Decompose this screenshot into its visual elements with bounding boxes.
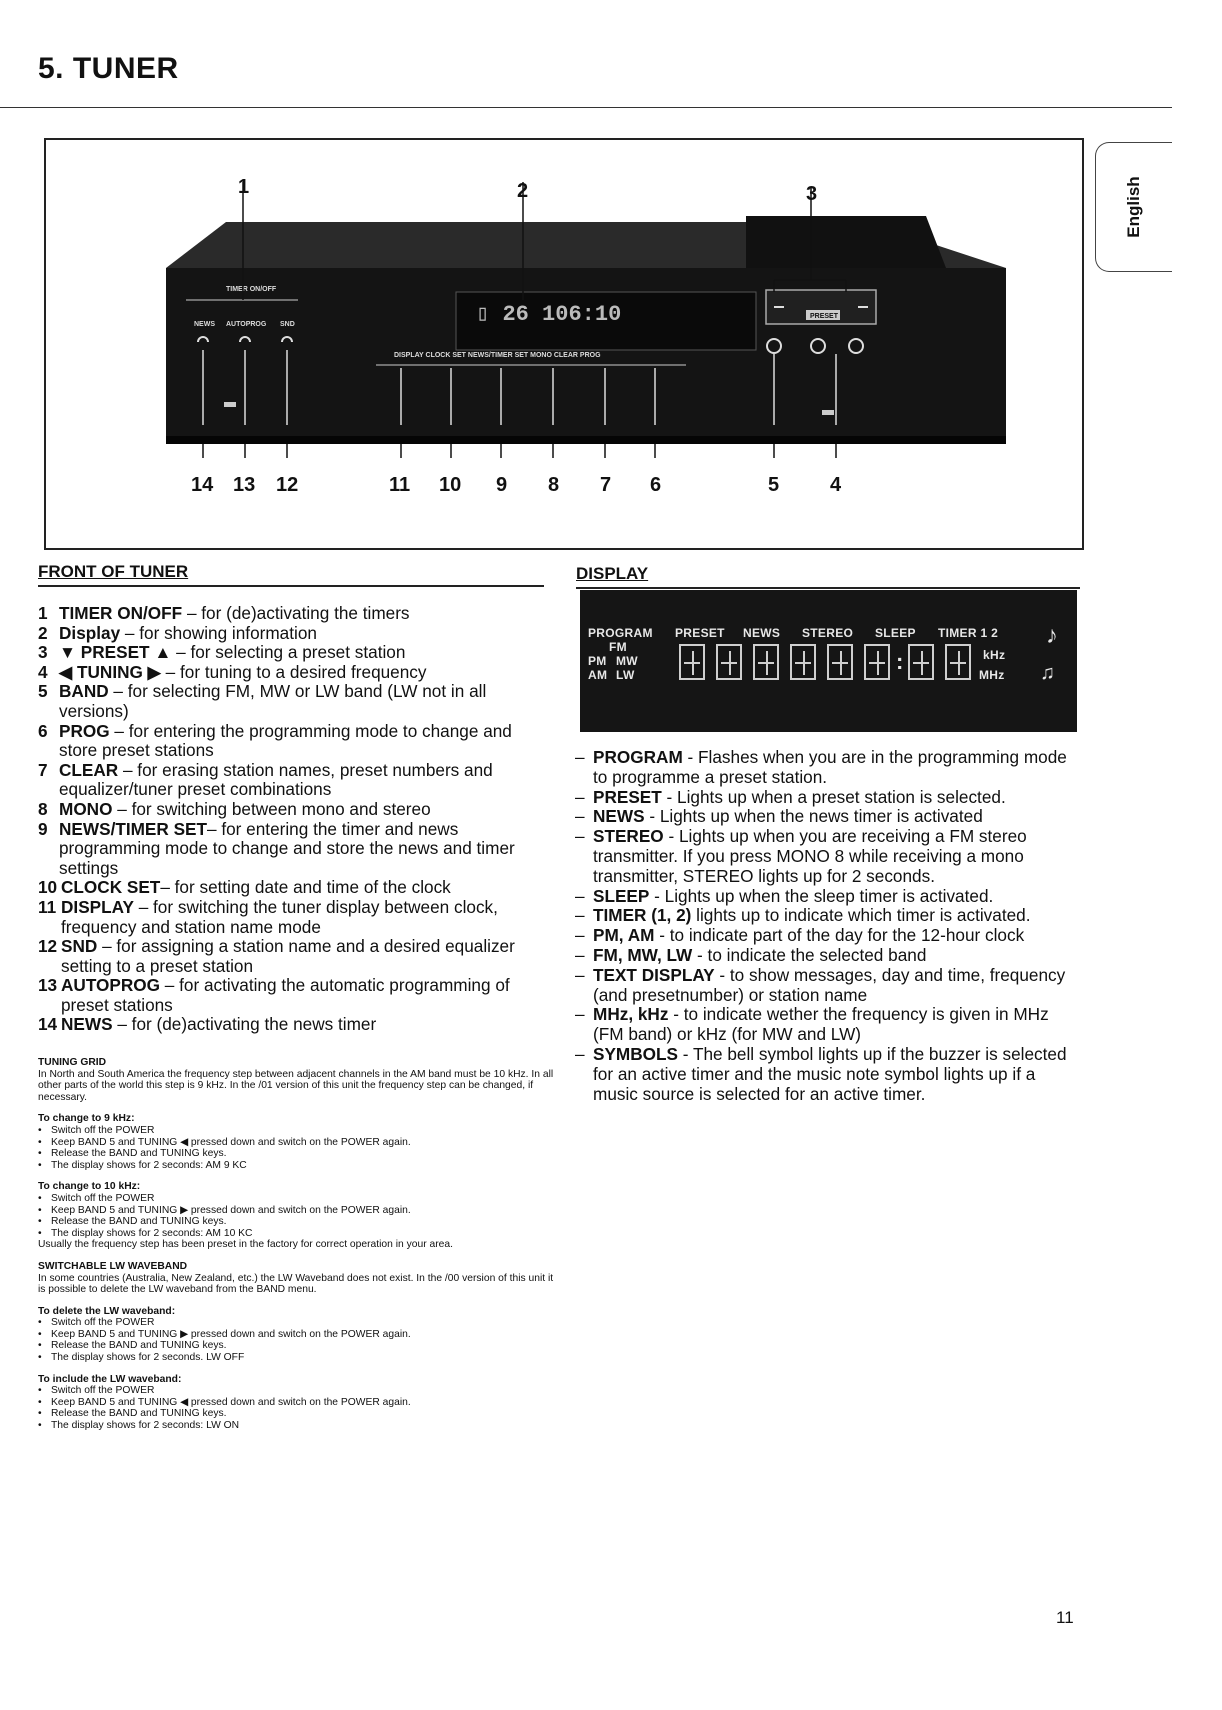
display-item: – PROGRAM - Flashes when you are in the programming mode to programme a preset station. [575,748,1075,788]
svg-text:PRESET: PRESET [810,313,839,320]
callout-1: 1 [238,176,250,198]
front-item: 13 AUTOPROG – for activating the automatic programming of preset stations [38,975,510,1015]
lcd-lw: LW [616,668,635,682]
to-10khz-note: Usually the frequency step has been preset in the factory for correct operation in your area. [38,1239,453,1251]
front-item: 2 Display – for showing information [38,622,317,643]
lcd-am: AM [588,668,608,682]
callout-4: 4 [830,474,842,496]
to-9khz-heading: To change to 9 kHz: [38,1113,135,1125]
front-heading: FRONT OF TUNER [38,562,189,581]
callout-11: 11 [389,474,411,496]
lw-include-step: • Release the BAND and TUNING keys. [38,1408,558,1420]
callout-10: 10 [439,474,462,496]
display-item: – FM, MW, LW - to indicate the selected band [575,946,1075,966]
lcd-timer: TIMER 1 2 [938,626,999,640]
lcd-program: PROGRAM [588,626,653,640]
callout-5: 5 [768,474,780,496]
lw-delete-step: • Switch off the POWER [38,1317,558,1329]
display-item: – TEXT DISPLAY - to show messages, day and time, frequency (and presetnumber) or station name [575,966,1075,1006]
music-note-icon: ♫ [1040,662,1055,684]
lw-include-step: • The display shows for 2 seconds: LW ON [38,1420,558,1432]
callout-3: 3 [806,183,818,205]
lcd-display-diagram [580,590,1077,732]
lcd-sleep: SLEEP [875,626,916,640]
to-9khz-step: • Switch off the POWER [38,1125,558,1137]
display-heading: DISPLAY [576,564,649,583]
lcd-fm: FM [609,640,627,654]
front-item: 10 CLOCK SET– for setting date and time of the clock [38,877,451,898]
lw-delete-step: • The display shows for 2 seconds. LW OFF [38,1352,558,1364]
display-item: – MHz, kHz - to indicate wether the frequency is given in MHz (FM band) or kHz (for MW and LW) [575,1005,1075,1045]
display-item: – PRESET - Lights up when a preset station is selected. [575,788,1075,808]
language-tab [1095,142,1172,272]
tuning-grid-text: In North and South America the frequency step between adjacent channels in the AM band must be 10 kHz. In all other parts of the world this step is 9 kHz. In the /01 version of this unit the frequency step can be changed, if necessary. [38,1068,554,1103]
display-item: – SLEEP - Lights up when the sleep timer is activated. [575,887,1075,907]
tuning-grid-heading: TUNING GRID [38,1057,107,1068]
front-item: 9 NEWS/TIMER SET– for entering the timer and news programming mode to change and store the news and timer settings [38,818,515,878]
callout-2: 2 [517,180,529,202]
svg-text:NEWS: NEWS [194,321,215,328]
front-item: 12 SND – for assigning a station name and a desired equalizer setting to a preset station [38,936,515,976]
to-10khz-step: • Release the BAND and TUNING keys. [38,1216,558,1228]
front-list [38,604,548,1035]
to-10khz-step: • The display shows for 2 seconds: AM 10 KC [38,1228,558,1240]
front-item: 5 BAND – for selecting FM, MW or LW band (LW not in all versions) [38,681,487,721]
lw-delete-step: • Release the BAND and TUNING keys. [38,1340,558,1352]
lcd-preset: PRESET [675,626,725,640]
page-number: 11 [1056,1608,1074,1627]
lcd-news: NEWS [743,626,781,640]
front-item: 1 TIMER ON/OFF – for (de)activating the timers [38,603,410,623]
callout-12: 12 [276,474,299,496]
lcd-pm: PM [588,654,607,668]
tuning-grid-section [38,1057,558,1432]
callout-13: 13 [233,474,256,496]
lcd-mw: MW [616,654,638,668]
callout-9: 9 [496,474,508,496]
callout-14: 14 [191,474,214,496]
display-item: – NEWS - Lights up when the news timer is activated [575,807,1075,827]
front-item: 11 DISPLAY – for switching the tuner display between clock, frequency and station name mode [38,896,498,937]
to-9khz-step: • Release the BAND and TUNING keys. [38,1148,558,1160]
front-heading-rule [38,585,544,587]
display-item: – SYMBOLS - The bell symbol lights up if the buzzer is selected for an active timer and the music note symbol lights up if a music source is selected for an active timer. [575,1045,1075,1104]
front-item: 6 PROG – for entering the programming mode to change and store preset stations [38,720,512,761]
lcd-mhz: MHz [979,668,1005,682]
lw-delete-heading: To delete the LW waveband: [38,1305,176,1317]
title-rule [0,107,1172,108]
svg-text:SND: SND [280,321,295,328]
front-item: 14 NEWS – for (de)activating the news timer [38,1014,377,1035]
lw-text: In some countries (Australia, New Zealand, etc.) the LW Waveband does not exist. In the /00 version of this unit it is possible to delete the LW waveband from the BAND menu. [38,1272,554,1296]
to-10khz-step: • Keep BAND 5 and TUNING ▶ pressed down and switch on the POWER again. [38,1205,558,1217]
lcd-khz: kHz [983,648,1006,662]
to-9khz-step: • The display shows for 2 seconds: AM 9 KC [38,1160,558,1172]
lcd-digits: : [679,644,982,680]
callout-8: 8 [548,474,560,496]
svg-text:▯ 26 106:10: ▯ 26 106:10 [476,302,622,327]
front-item: 3 ▼ PRESET ▲ – for selecting a preset station [38,642,406,663]
lcd-stereo: STEREO [802,626,854,640]
language-tab-label: English [1124,176,1143,238]
front-item: 7 CLEAR – for erasing station names, preset numbers and equalizer/tuner preset combinations [38,759,493,800]
display-item: – STEREO - Lights up when you are receiving a FM stereo transmitter. If you press MONO 8 while receiving a mono transmitter, STEREO lights up for 2 seconds. [575,827,1075,886]
display-heading-rule [576,587,1080,589]
callout-6: 6 [650,474,662,496]
tuner-front-figure [44,138,1084,550]
lw-heading: SWITCHABLE LW WAVEBAND [38,1260,188,1272]
display-list [575,748,1075,1104]
svg-text:TIMER ON/OFF: TIMER ON/OFF [226,286,277,293]
lw-include-step: • Keep BAND 5 and TUNING ◀ pressed down and switch on the POWER again. [38,1397,558,1409]
bell-icon: ♪ [1046,622,1058,649]
to-9khz-step: • Keep BAND 5 and TUNING ◀ pressed down and switch on the POWER again. [38,1137,558,1149]
lw-delete-step: • Keep BAND 5 and TUNING ▶ pressed down and switch on the POWER again. [38,1329,558,1341]
lw-include-step: • Switch off the POWER [38,1385,558,1397]
to-10khz-step: • Switch off the POWER [38,1193,558,1205]
svg-text:AUTOPROG: AUTOPROG [226,321,267,328]
callout-7: 7 [600,474,612,496]
front-item: 8 MONO – for switching between mono and stereo [38,798,431,819]
lw-include-heading: To include the LW waveband: [38,1373,182,1385]
svg-text:DISPLAY CLOCK SET NEWS/TIM: DISPLAY CLOCK SET NEWS/TIMER SET MONO CLEAR PROG [394,352,601,359]
page-title: 5. TUNER [38,52,179,85]
to-10khz-heading: To change to 10 kHz: [38,1181,141,1193]
display-item: – TIMER (1, 2) lights up to indicate which timer is activated. [575,906,1075,926]
front-item: 4 ◀ TUNING ▶ – for tuning to a desired frequency [38,661,427,682]
display-item: – PM, AM - to indicate part of the day for the 12-hour clock [575,926,1075,946]
